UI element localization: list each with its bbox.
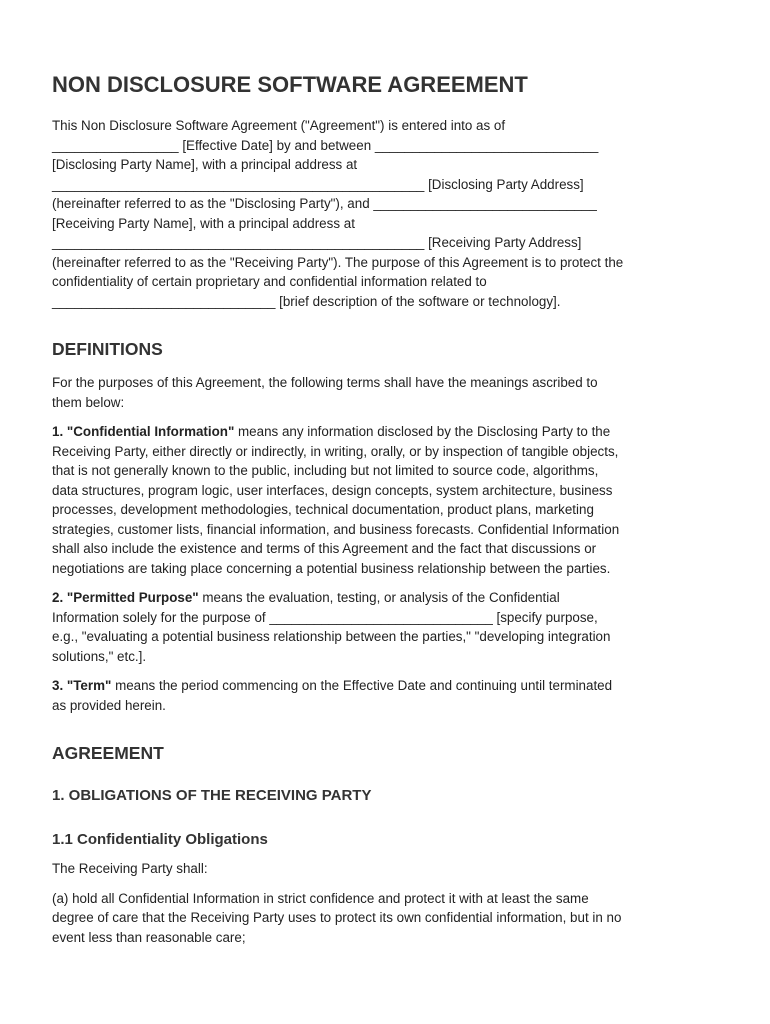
definition-line: processes, development methodologies, technical documentation, product plans, marketing [52, 502, 594, 517]
subsection-heading: 1.1 Confidentiality Obligations [52, 831, 268, 848]
definitions-lead [52, 373, 722, 412]
definition-text: means the evaluation, testing, or analysis of the Confidential [198, 590, 560, 605]
document-title: NON DISCLOSURE SOFTWARE AGREEMENT [52, 72, 528, 97]
definition-line: e.g., "evaluating a potential business relationship between the parties," "developing integration [52, 629, 611, 644]
definition-line: as provided herein. [52, 697, 166, 713]
definition-text: means any information disclosed by the Disclosing Party to the [234, 424, 611, 439]
intro-line: _________________ [Effective Date] by and between ______________________________ [52, 137, 599, 153]
intro-line: [Receiving Party Name], with a principal address at [52, 215, 355, 231]
definition-term: 2. "Permitted Purpose" [52, 590, 199, 605]
definitions-lead-line: For the purposes of this Agreement, the following terms shall have the meanings ascribed to [52, 375, 598, 390]
intro-line: __________________________________________________ [Disclosing Party Address] [52, 176, 584, 192]
agreement-heading: AGREEMENT [52, 743, 164, 763]
intro-line: confidentiality of certain proprietary and confidential information related to [52, 274, 487, 289]
definition-line: strategies, customer lists, financial information, and business forecasts. Confidential Information [52, 521, 620, 537]
definition-line: shall also include the existence and terms of this Agreement and the fact that discussions or [52, 541, 597, 556]
definitions-lead-line: them below: [52, 394, 125, 410]
definition-line: Information solely for the purpose of ______________________________ [specify purpose, [52, 609, 598, 625]
definition-line: Receiving Party, either directly or indirectly, in writing, orally, or by inspection of tangible objects, [52, 443, 619, 459]
clause-line: (a) hold all Confidential Information in strict confidence and protect it with at least the same [52, 890, 589, 906]
definition-text: means the period commencing on the Effective Date and continuing until terminated [111, 678, 613, 693]
intro-line: (hereinafter referred to as the "Receiving Party"). The purpose of this Agreement is to protect the [52, 254, 624, 270]
subsection-lead: The Receiving Party shall: [52, 861, 208, 876]
definition-confidential-information [52, 422, 722, 578]
intro-line: (hereinafter referred to as the "Disclosing Party"), and ______________________________ [52, 196, 597, 211]
intro-paragraph [52, 116, 722, 311]
definition-line: that is not generally known to the public, including but not limited to source code, algorithms, [52, 463, 599, 478]
section-heading: 1. OBLIGATIONS OF THE RECEIVING PARTY [52, 787, 372, 804]
intro-line: __________________________________________________ [Receiving Party Address] [52, 235, 582, 250]
definition-permitted-purpose [52, 588, 722, 666]
definition-term-period [52, 676, 722, 715]
definition-line: negotiations are taking place concerning a potential business relationship between the parties. [52, 560, 611, 576]
clause-a [52, 889, 722, 948]
clause-line: event less than reasonable care; [52, 929, 246, 945]
intro-line: This Non Disclosure Software Agreement ("Agreement") is entered into as of [52, 118, 506, 133]
definition-line: data structures, program logic, user interfaces, design concepts, system architecture, business [52, 482, 613, 498]
clause-line: degree of care that the Receiving Party uses to protect its own confidential information, but in no [52, 910, 622, 925]
definition-line: solutions," etc.]. [52, 648, 147, 664]
document-page [52, 70, 722, 947]
definition-term: 1. "Confidential Information" [52, 424, 235, 439]
intro-line: ______________________________ [brief description of the software or technology]. [52, 293, 561, 309]
definitions-heading: DEFINITIONS [52, 339, 163, 359]
definition-term: 3. "Term" [52, 678, 112, 693]
intro-line: [Disclosing Party Name], with a principal address at [52, 157, 358, 172]
